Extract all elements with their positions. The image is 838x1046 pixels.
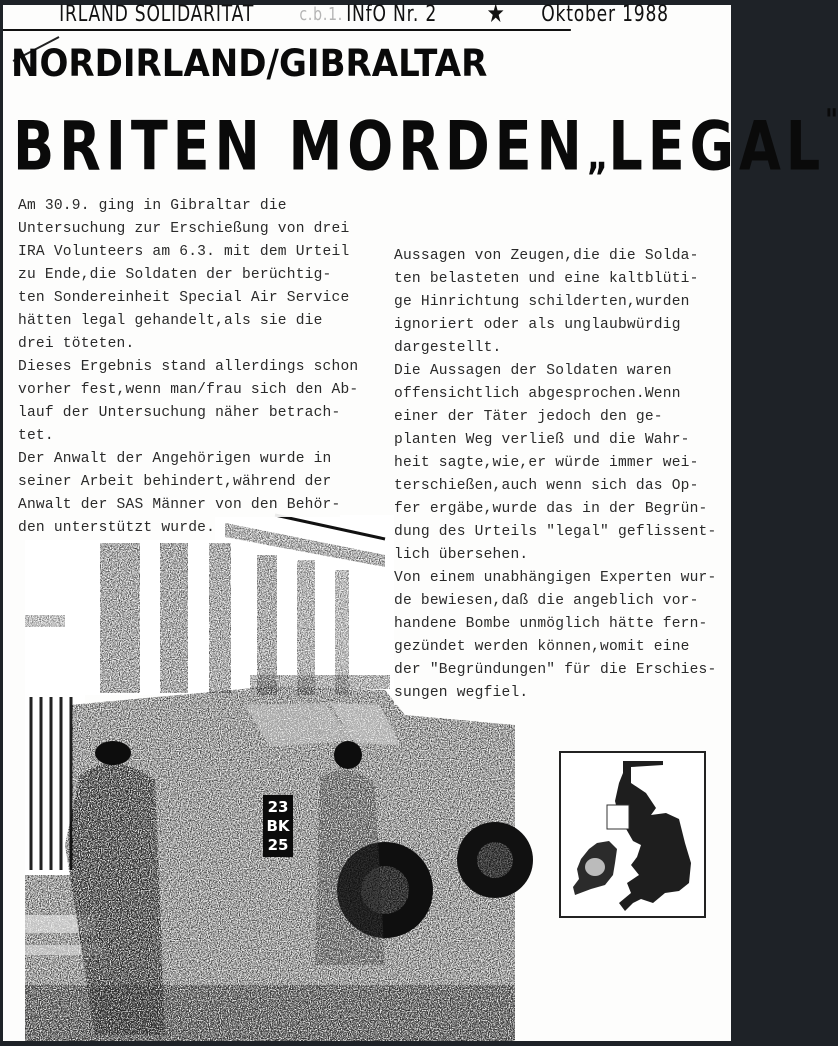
right_column-line: handene Bombe unmöglich hätte fern- [394, 613, 708, 636]
article-kicker: NORDIRLAND/GIBRALTAR [11, 42, 488, 85]
headline-open-quote: „ [586, 132, 609, 180]
headline-main: BRITEN MORDEN [13, 107, 587, 186]
right_column-line: Aussagen von Zeugen,die die Solda- [394, 245, 699, 268]
article-headline [13, 103, 838, 186]
issue-date: Oktober 1988 [541, 2, 669, 27]
left_column-line: IRA Volunteers am 6.3. mit dem Urteil [18, 241, 349, 264]
star-icon: ★ [486, 0, 506, 29]
right_column-line: offensichtlich abgesprochen.Wenn [394, 383, 681, 406]
map-inset-british-isles [559, 751, 706, 918]
right_column-line: ge Hinrichtung schilderten,wurden [394, 291, 690, 314]
article-column-left [18, 195, 358, 540]
left_column-line: zu Ende,die Soldaten der berüchtig- [18, 264, 332, 287]
right_column-line: planten Weg verließ und die Wahr- [394, 429, 690, 452]
left_column-line: hätten legal gehandelt,als sie die [18, 310, 323, 333]
right_column-line: dargestellt. [394, 337, 502, 360]
right_column-line: heit sagte,wie,er würde immer wei- [394, 452, 699, 475]
street-ground [25, 985, 515, 1041]
headline-close-quote: " [825, 103, 838, 139]
right_column-line: einer der Täter jedoch den ge- [394, 406, 663, 429]
map-illustration [561, 753, 704, 916]
plate-line-3: 25 [267, 836, 289, 854]
right_column-line: der "Begründungen" für die Erschies- [394, 659, 716, 682]
left_column-line: seiner Arbeit behindert,während der [18, 471, 332, 494]
issue-number: INfO Nr. 2 [346, 2, 438, 27]
right_column-line: Die Aussagen der Soldaten waren [394, 360, 672, 383]
right_column-line: terschießen,auch wenn sich das Op- [394, 475, 699, 498]
great-britain-shape [615, 761, 691, 911]
right_column-line: gezündet werden können,womit eine [394, 636, 690, 659]
faint-stamp: c.b.1. [299, 4, 344, 25]
plate-line-2: BK [266, 817, 290, 835]
left_column-line: Untersuchung zur Erschießung von drei [18, 218, 349, 241]
masthead [3, 0, 669, 31]
right_column-line: Von einem unabhängigen Experten wur- [394, 567, 716, 590]
left_column-line: vorher fest,wenn man/frau sich den Ab- [18, 379, 358, 402]
left_column-line: Der Anwalt der Angehörigen wurde in [18, 448, 332, 471]
left_column-line: Anwalt der SAS Männer von den Behör- [18, 494, 340, 517]
left_column-line: tet. [18, 425, 54, 448]
left_column-line: Dieses Ergebnis stand allerdings schon [18, 356, 358, 379]
left_column-line: drei töteten. [18, 333, 134, 356]
ireland-highlight [585, 858, 605, 876]
right_column-line: de bewiesen,daß die angeblich vor- [394, 590, 699, 613]
northern-ireland-box [607, 805, 629, 829]
right_column-line: dung des Urteils "legal" geflissent- [394, 521, 716, 544]
right_column-line: ten belasteten und eine kaltblüti- [394, 268, 699, 291]
license-plate [263, 795, 293, 857]
newsletter-page [3, 0, 838, 1041]
left_column-line: den unterstützt wurde. [18, 517, 215, 540]
left_column-line: Am 30.9. ging in Gibraltar die [18, 195, 287, 218]
right_column-line: fer ergäbe,wurde das in der Begrün- [394, 498, 708, 521]
plate-line-1: 23 [267, 798, 289, 816]
right_column-line: sungen wegfiel. [394, 682, 528, 705]
left_column-line: lauf der Untersuchung näher betrach- [18, 402, 340, 425]
article-column-right [394, 245, 716, 705]
right_column-line: ignoriert oder als unglaubwürdig [394, 314, 681, 337]
publication-name: IRLAND SOLIDARITAT [59, 2, 255, 27]
headline-quoted-word: LEGAL [608, 107, 826, 186]
left_column-line: ten Sondereinheit Special Air Service [18, 287, 349, 310]
right_column-line: lich übersehen. [394, 544, 528, 567]
